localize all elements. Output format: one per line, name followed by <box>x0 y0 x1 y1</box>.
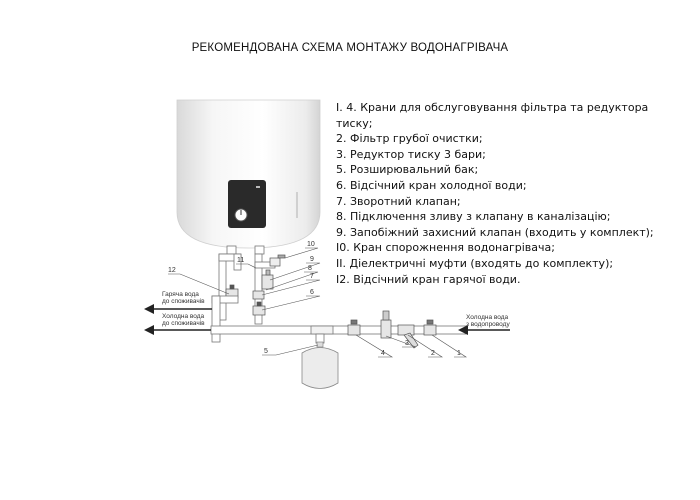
service-valve-1 <box>424 320 436 335</box>
legend-item: 7. Зворотний клапан; <box>336 194 461 208</box>
cold-inlet-label-1: Холодна вода <box>466 314 509 321</box>
legend-item: 3. Редуктор тиску 3 бари; <box>336 147 486 161</box>
callout-6: 6 <box>310 289 314 296</box>
legend <box>336 100 686 287</box>
legend-item: 9. Запобіжний захисний клапан (входить у комплект); <box>336 225 654 239</box>
diagram-title: РЕКОМЕНДОВАНА СХЕМА МОНТАЖУ ВОДОНАГРІВАЧА <box>191 42 509 54</box>
hot-outlet-label-2: до споживачів <box>162 298 205 305</box>
legend-item: 6. Відсічний кран холодної води; <box>336 178 527 192</box>
cold-outlet-label-2: до споживачів <box>162 320 205 327</box>
callout-9: 9 <box>310 256 314 263</box>
callout-5: 5 <box>264 348 268 355</box>
expansion-tank-5 <box>302 342 338 389</box>
legend-item: I0. Кран спорожнення водонагрівача; <box>336 241 555 255</box>
drain-valve-10 <box>270 255 285 266</box>
legend-item: I2. Відсічний кран гарячої води. <box>336 272 521 286</box>
rating-label <box>296 192 298 218</box>
callout-11: 11 <box>237 257 245 264</box>
water-heater-tank <box>177 100 320 248</box>
callout-4: 4 <box>381 350 385 357</box>
cold-outlet-label-1: Холодна вода <box>162 313 205 320</box>
legend-item: 2. Фільтр грубої очистки; <box>336 132 483 146</box>
hot-outlet-label-1: Гаряча вода <box>162 291 199 298</box>
callout-3: 3 <box>405 340 409 347</box>
control-panel <box>228 180 266 228</box>
callout-8: 8 <box>308 265 312 272</box>
callout-7: 7 <box>310 273 314 280</box>
callout-1: 1 <box>457 350 461 357</box>
legend-item: 5. Розширювальний бак; <box>336 163 479 177</box>
pressure-reducer-3 <box>381 311 391 338</box>
callout-10: 10 <box>307 241 315 248</box>
callout-2: 2 <box>431 350 435 357</box>
callout-12: 12 <box>168 267 176 274</box>
cold-inlet-label-2: з водопроводу <box>466 321 510 328</box>
service-valve-4 <box>348 320 360 335</box>
legend-item: I. 4. Крани для обслуговування фільтра та редуктора тиску; <box>336 101 649 130</box>
legend-item: II. Діелектричні муфти (входять до комплекту); <box>336 256 614 270</box>
legend-item: 8. Підключення зливу з клапану в каналізацію; <box>336 210 611 224</box>
